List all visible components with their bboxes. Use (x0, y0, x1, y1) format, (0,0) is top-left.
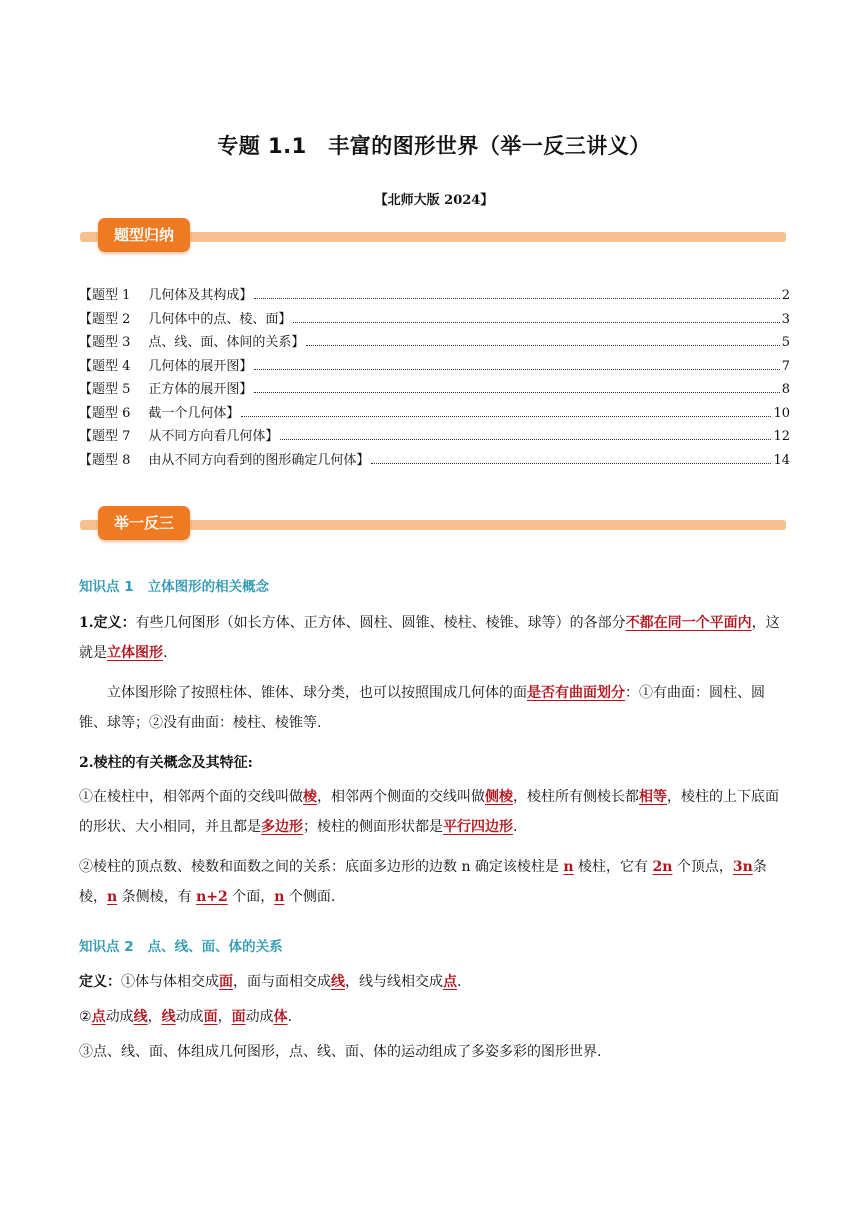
motion-paragraph (79, 1002, 790, 1032)
para-text: ②棱柱的顶点数、棱数和面数之间的关系：底面多边形的边数 n 确定该棱柱是 (79, 859, 559, 875)
para-text: ，面与面相交成 (233, 974, 331, 990)
key-term: 线 (161, 1009, 176, 1025)
prism-features-paragraph (79, 782, 790, 842)
knowledge-point-1-heading (79, 575, 269, 595)
toc-entry-page: 10 (773, 405, 790, 421)
key-term: 是否有曲面划分 (527, 685, 625, 701)
toc-entry-number: 【题型 5 (79, 382, 131, 397)
key-term: 棱 (303, 789, 317, 805)
toc-leader (254, 288, 779, 299)
key-term: 点 (443, 974, 457, 990)
para-text: 动成 (105, 1009, 134, 1025)
knowledge-point-2-heading (79, 935, 283, 955)
toc-entry-title: 几何体中的点、棱、面】 (148, 311, 292, 327)
toc-leader (254, 358, 779, 369)
toc-entry[interactable] (79, 425, 790, 449)
para-text: ， (147, 1009, 162, 1025)
para-text: . (457, 974, 462, 990)
para-text: 棱柱，它有 (578, 859, 649, 875)
para-text: ；棱柱的侧面形状都是 (303, 819, 443, 835)
key-term: n (107, 889, 118, 905)
section-label: 举一反三 (98, 506, 190, 540)
toc-leader (371, 452, 771, 463)
para-text: 个面， (232, 889, 275, 905)
key-term: 线 (133, 1009, 148, 1025)
toc-entry[interactable] (79, 449, 790, 473)
toc-entry[interactable] (79, 378, 790, 402)
para-text: 动成 (175, 1009, 204, 1025)
para-head: 1.定义： (79, 615, 136, 631)
key-term: 相等 (639, 789, 667, 805)
para-text: 有些几何图形（如长方体、正方体、圆柱、圆锥、棱柱、棱锥、球等）的各部分 (135, 615, 626, 631)
para-text: 个顶点， (676, 859, 733, 875)
key-term: 多边形 (261, 819, 303, 835)
para-text: . (163, 645, 168, 661)
para-text: ② (79, 1009, 92, 1025)
para-text: . (287, 1009, 293, 1025)
key-term: 立体图形 (107, 645, 163, 661)
para-text: ①在棱柱中，相邻两个面的交线叫做 (79, 789, 303, 805)
key-term: 3n (732, 859, 753, 875)
toc-entry-title: 从不同方向看几何体】 (148, 429, 279, 444)
section-header-question-types (80, 218, 786, 258)
toc-entry-title: 由从不同方向看到的图形确定几何体】 (148, 452, 370, 468)
toc-leader (254, 382, 779, 393)
para-text: 条侧棱，有 (121, 889, 192, 905)
para-text: ，棱柱所有侧棱长都 (513, 789, 639, 805)
key-term: 2n (652, 859, 673, 875)
para-text: 动成 (245, 1009, 274, 1025)
prism-heading: 2.棱柱的有关概念及其特征: (79, 755, 253, 771)
key-term: n+2 (196, 889, 228, 905)
table-of-contents (79, 284, 790, 472)
key-term: 不都在同一个平面内 (625, 615, 752, 631)
key-term: 面 (203, 1009, 218, 1025)
para-text: ①体与体相交成 (121, 974, 219, 990)
section-header-examples (80, 506, 786, 546)
toc-entry-number: 【题型 8 (79, 452, 131, 468)
knowledge-point-label: 知识点 2 (79, 939, 134, 955)
toc-leader (280, 429, 771, 440)
toc-entry-page: 7 (781, 358, 790, 374)
toc-entry[interactable] (79, 284, 790, 308)
para-text: 条棱， (79, 859, 767, 905)
para-text: ：①有曲面：圆柱、圆锥、球等；②没有曲面：棱柱、棱锥等. (79, 685, 765, 731)
key-term: n (563, 859, 574, 875)
toc-entry[interactable] (79, 355, 790, 379)
section-label: 题型归纳 (98, 218, 190, 252)
para-text: ， (217, 1009, 232, 1025)
knowledge-point-title: 点、线、面、体的关系 (147, 939, 283, 955)
para-text: ，棱柱的上下底面的形状、大小相同，并且都是 (79, 789, 779, 835)
toc-entry-title: 正方体的展开图】 (148, 382, 253, 397)
prism-counts-paragraph (79, 852, 790, 912)
knowledge-point-title: 立体图形的相关概念 (147, 579, 270, 595)
toc-entry-page: 3 (781, 311, 790, 327)
toc-entry-title: 几何体及其构成】 (148, 288, 253, 303)
summary-paragraph: ③点、线、面、体组成几何图形，点、线、面、体的运动组成了多姿多彩的图形世界. (79, 1044, 602, 1060)
toc-leader (293, 311, 779, 322)
toc-entry-page: 5 (781, 335, 790, 350)
relation-definition-paragraph (79, 967, 790, 997)
toc-entry[interactable] (79, 331, 790, 355)
key-term: 侧棱 (485, 789, 513, 805)
toc-leader (306, 335, 779, 346)
para-text: ，这就是 (79, 615, 780, 661)
toc-entry[interactable] (79, 402, 790, 426)
toc-entry-number: 【题型 7 (79, 429, 131, 444)
toc-entry-page: 12 (773, 429, 790, 444)
toc-entry-number: 【题型 3 (79, 335, 131, 350)
para-text: 个侧面. (288, 889, 336, 905)
toc-entry-page: 2 (781, 288, 790, 303)
toc-entry-page: 8 (781, 382, 790, 397)
key-term: 面 (231, 1009, 246, 1025)
toc-entry-number: 【题型 2 (79, 311, 131, 327)
key-term: 平行四边形 (443, 819, 513, 835)
key-term: 线 (331, 974, 345, 990)
para-text: 立体图形除了按照柱体、锥体、球分类，也可以按照围成几何体的面 (107, 685, 527, 701)
toc-entry-number: 【题型 6 (79, 405, 131, 421)
toc-leader (241, 405, 771, 416)
definition-paragraph (79, 608, 790, 668)
para-text: . (513, 819, 518, 835)
para-head: 定义： (79, 974, 121, 990)
toc-entry-title: 几何体的展开图】 (148, 358, 253, 374)
toc-entry-page: 14 (773, 452, 790, 468)
knowledge-point-label: 知识点 1 (79, 579, 134, 595)
para-text: ，线与线相交成 (345, 974, 443, 990)
toc-entry[interactable] (79, 308, 790, 332)
para-text: ，相邻两个侧面的交线叫做 (317, 789, 485, 805)
key-term: n (274, 889, 285, 905)
toc-entry-title: 点、线、面、体间的关系】 (148, 335, 305, 350)
toc-entry-number: 【题型 4 (79, 358, 131, 374)
page-title: 专题 1.1 丰富的图形世界（举一反三讲义） (217, 134, 651, 158)
edition-label: 【北师大版 2024】 (374, 193, 494, 208)
toc-entry-title: 截一个几何体】 (148, 405, 240, 421)
key-term: 面 (219, 974, 233, 990)
key-term: 体 (273, 1009, 288, 1025)
key-term: 点 (91, 1009, 106, 1025)
toc-entry-number: 【题型 1 (79, 288, 131, 303)
classification-paragraph (79, 678, 790, 738)
